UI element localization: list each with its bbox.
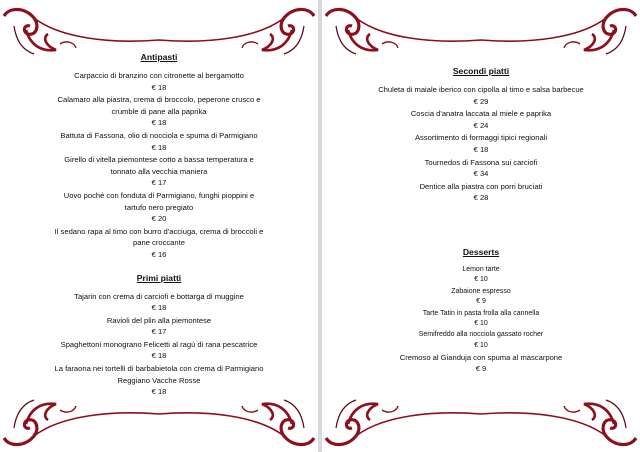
dish-price: € 18 [151, 351, 167, 361]
dish-price: € 18 [151, 387, 167, 397]
dish-name: Tarte Tatin in pasta frolla alla cannella [422, 309, 540, 317]
dish-price: € 9 [476, 298, 486, 306]
dish-price: € 9 [475, 364, 487, 374]
menu-section [0, 273, 318, 398]
dish-price: € 17 [151, 327, 167, 337]
dish-price: € 10 [474, 276, 488, 284]
dish-name: Battuta di Fassona, olio di nocciola e spuma di Parmigiano [60, 130, 258, 140]
dish-name: Calamaro alla piastra, crema di broccolo, peperone crusco e crumble di pane alla paprika [57, 95, 261, 116]
dish-price: € 18 [151, 82, 167, 92]
dish-name: La faraona nei tortelli di barbabietola con crema di Parmigiano Reggiano Vacche Rosse [54, 364, 264, 385]
dish-price: € 20 [151, 214, 167, 224]
dish-name: Carpaccio di branzino con citronette al bergamotto [74, 71, 244, 80]
dish-name: Girello di vitella piemontese cotto a bassa temperatura e tonnato alla vecchia maniera [64, 155, 254, 176]
dish-price: € 28 [473, 193, 489, 203]
dish-price: € 18 [151, 303, 167, 313]
dish-name: Uovo poché con fonduta di Parmigiano, funghi pioppini e tartufo nero pregiato [63, 190, 255, 212]
dish-price: € 10 [474, 341, 488, 349]
section-title: Primi piatti [136, 272, 182, 283]
ornamental-scroll-icon [322, 4, 640, 64]
menu-section [0, 52, 318, 261]
dish-price: € 34 [473, 169, 489, 179]
dish-name: Lemon tarte [462, 265, 500, 273]
dish-name: Cremoso al Gianduja con spuma al mascarpone [399, 353, 563, 363]
dish-name: Semifreddo alla nocciola gassato rocher [418, 331, 544, 339]
dish-name: Tajarin con crema di carciofi e bottarga di muggine [74, 291, 244, 301]
menu-page-left [0, 0, 318, 452]
dish-name: Coscia d'anatra laccata al miele e paprika [410, 109, 552, 119]
section-title: Desserts [462, 246, 500, 257]
dish-price: € 24 [473, 120, 489, 130]
dish-price: € 29 [473, 96, 489, 106]
dish-name: Chuleta di maiale iberico con cipolla al timo e salsa barbecue [378, 85, 584, 94]
section-title: Antipasti [140, 52, 178, 62]
dish-price: € 18 [473, 144, 489, 154]
dish-name: Il sedano rapa al timo con burro d'acciuga, crema di broccoli e pane croccante [54, 226, 264, 248]
menu-section [322, 66, 640, 204]
left-page-content [0, 52, 318, 399]
ornamental-scroll-icon [0, 390, 318, 450]
dish-name: Assortimento di formaggi tipici regionali [414, 133, 548, 143]
dish-name: Tournedos di Fassona sui carciofi [424, 157, 538, 167]
menu-page-right [322, 0, 640, 452]
menu-section [322, 247, 640, 374]
dish-name: Spaghettoni monograno Felicetti al ragù di rana pescatrice [60, 339, 258, 349]
dish-price: € 16 [151, 249, 167, 259]
dish-price: € 17 [151, 178, 167, 188]
dish-name: Zabaione espresso [451, 287, 511, 295]
dish-price: € 10 [474, 319, 488, 327]
dish-price: € 18 [151, 118, 167, 128]
section-title: Secondi piatti [452, 66, 510, 76]
ornamental-scroll-icon [322, 390, 640, 450]
dish-name: Dentice alla piastra con porri bruciati [419, 181, 543, 191]
dish-price: € 18 [151, 142, 167, 152]
right-page-content [322, 66, 640, 375]
dish-name: Ravioli del plin alla piemontese [106, 315, 212, 325]
